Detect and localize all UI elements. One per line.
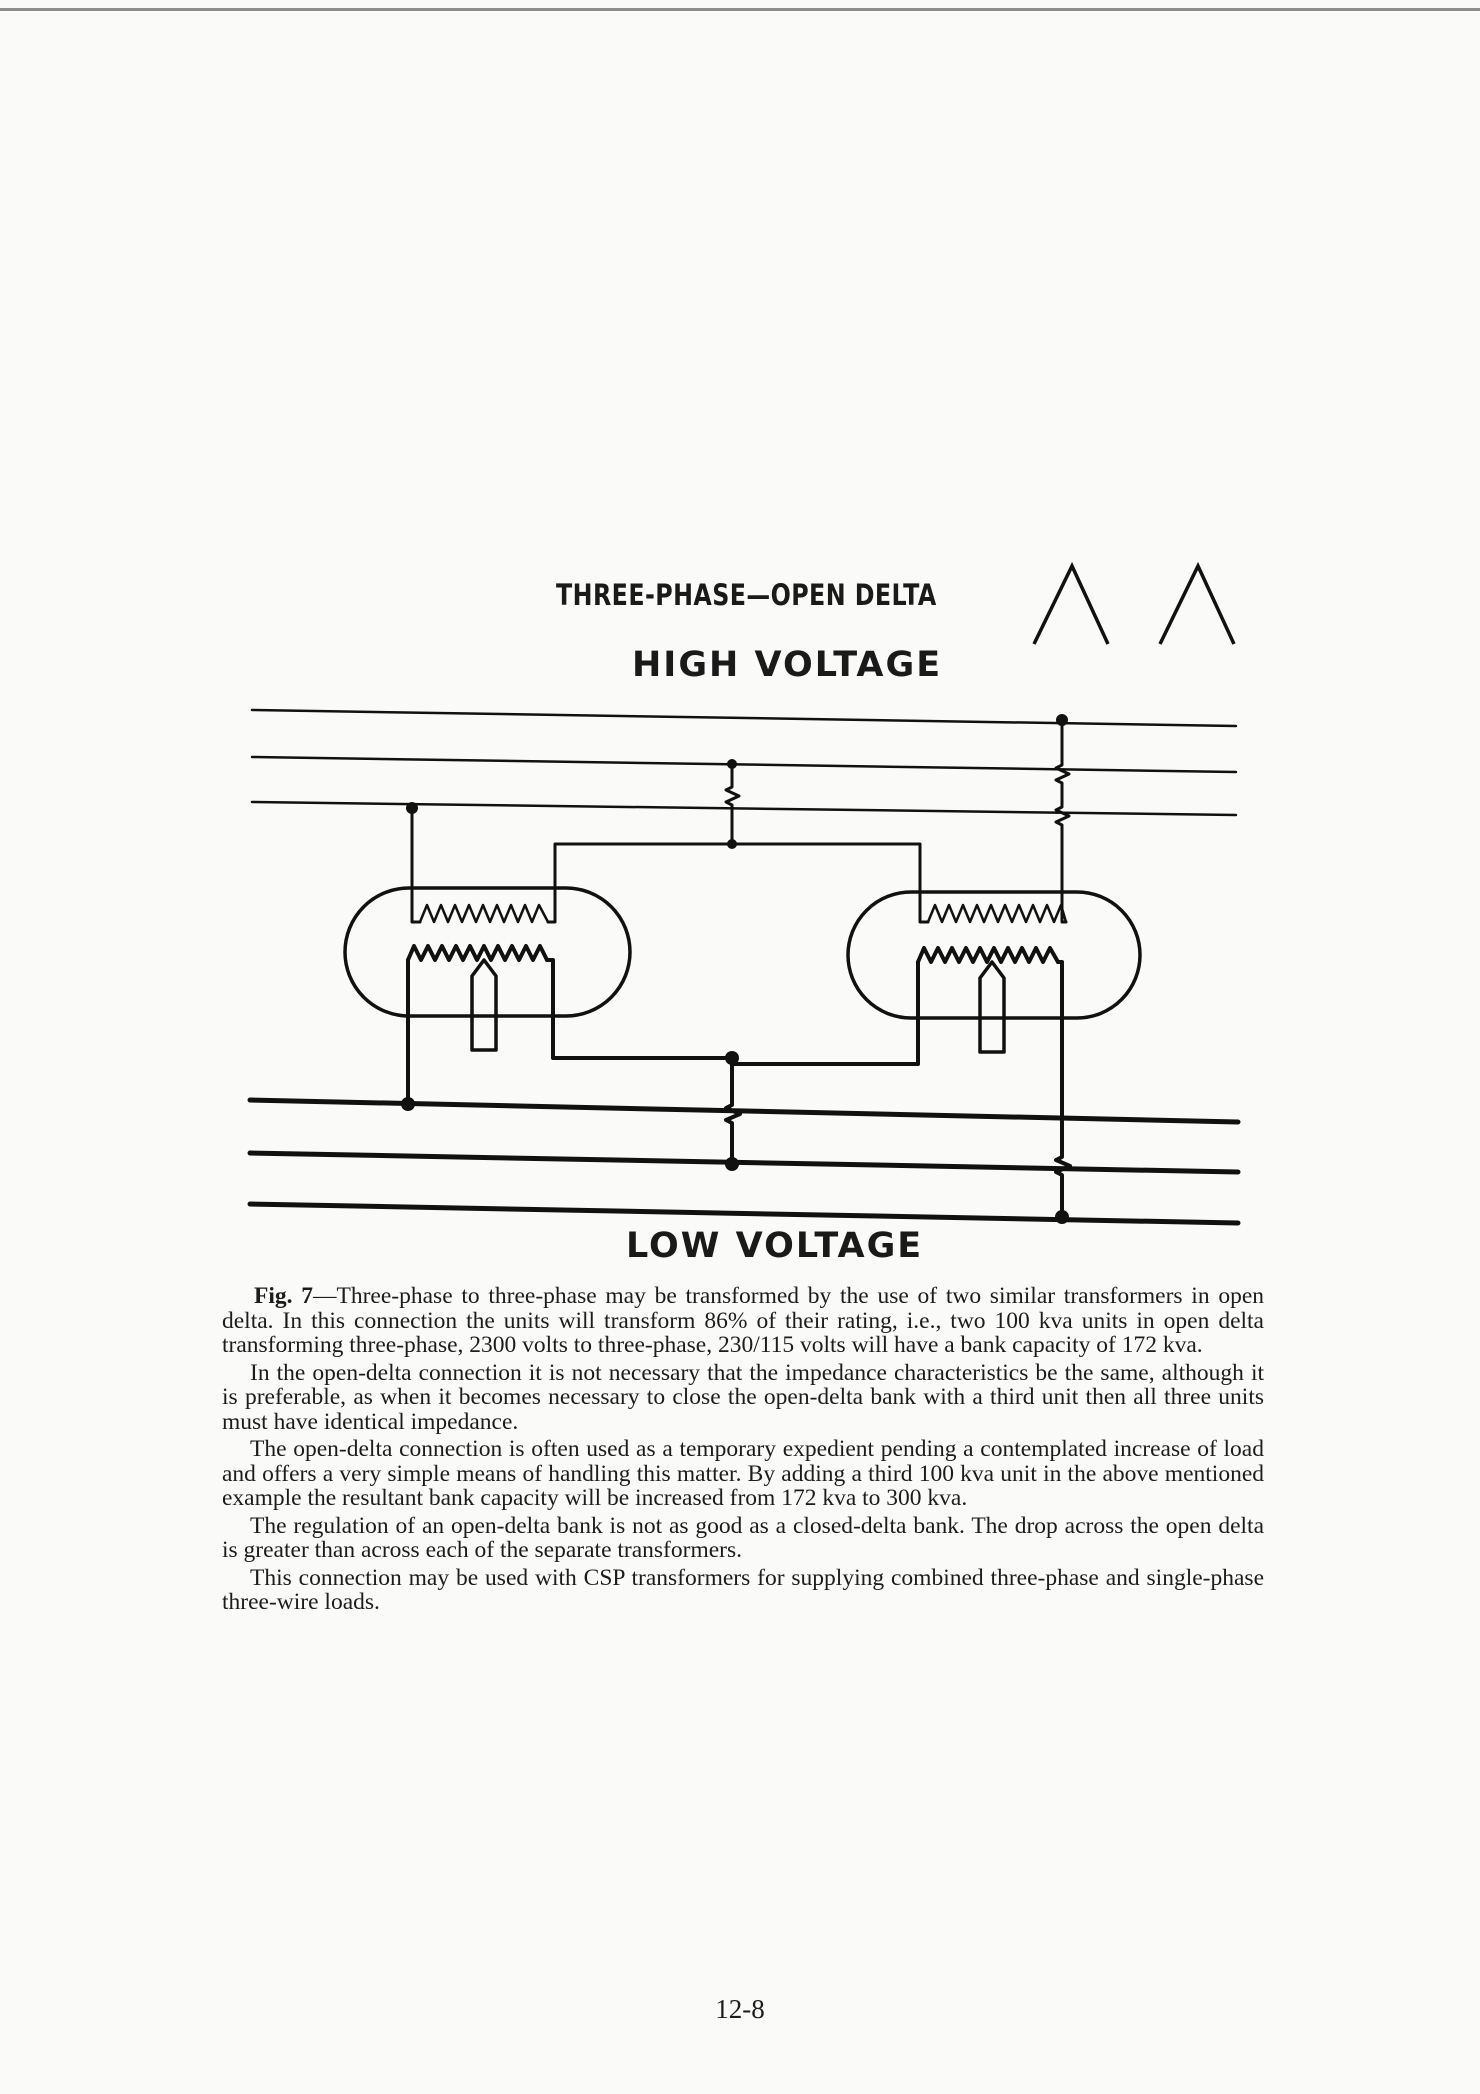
hv-connector-middle [726,764,739,844]
figure-label: Fig. 7 [254,1283,313,1309]
junction-dot [727,759,737,769]
junction-dot [725,1051,739,1065]
lv-connector-middle [726,1064,740,1164]
caption-paragraph-4: The regulation of an open-delta bank is not as good as a closed-delta bank. The drop across the open delta is greater than across each of the separate transformers. [222,1512,1264,1563]
hv-connector-right [1056,720,1069,868]
caption-paragraph-2: In the open-delta connection it is not necessary that the impedance characteristics be the same, although it is preferable, as when it becomes necessary to close the open-delta bank with a third unit then all three units must have identical impedance. [222,1359,1264,1435]
right-secondary-coil [918,948,1058,962]
left-secondary-coil [408,946,547,960]
junction-dot [401,1097,415,1111]
left-primary-lead-a [412,808,420,922]
hv-line-1 [252,710,1236,726]
caption-paragraph-1 [222,1284,1264,1358]
diagram-title: THREE-PHASE—OPEN DELTA [556,578,937,612]
junction-dot [1055,1210,1069,1224]
junction-dot [1056,714,1068,726]
high-voltage-label: HIGH VOLTAGE [632,645,943,685]
lv-connector-right [1056,1108,1070,1217]
caption-text-1: —Three-phase to three-phase may be transformed by the use of two similar transformers in open delta. In this connection the units will transform 86% of their rating, i.e., two 100 kva units in open delta transforming three-phase, 2300 volts to three-phase, 230/115 volts will have a bank capacity of 172 kva. [222,1283,1264,1358]
lv-line-1 [250,1100,1238,1122]
junction-dot [406,802,418,814]
left-secondary-lead-b [547,960,732,1064]
left-center-tap [472,960,496,1050]
right-primary-coil [928,905,1066,922]
hv-line-3 [252,802,1236,815]
caption-paragraph-5: This connection may be used with CSP transformers for supplying combined three-phase and single-phase three-wire loads. [222,1564,1264,1615]
hv-line-2 [252,757,1236,772]
page-number: 12-8 [715,1994,765,2024]
junction-dot [725,1157,739,1171]
lv-line-2 [250,1153,1238,1172]
right-secondary-lead-b [1058,962,1062,1108]
right-center-tap [980,962,1004,1052]
lv-line-3 [250,1204,1238,1223]
left-primary-coil [420,905,548,922]
figure-caption [222,1284,1264,1618]
junction-dot [727,839,737,849]
left-primary-lead-b [548,844,928,922]
caption-paragraph-3: The open-delta connection is often used as a temporary expedient pending a contemplated increase of load and offers a very simple means of handling this matter. By adding a third 100 kva unit in the above mentioned example the resultant bank capacity will be increased from 172 kva to 300 kva. [222,1436,1264,1511]
low-voltage-label: LOW VOLTAGE [626,1226,924,1266]
